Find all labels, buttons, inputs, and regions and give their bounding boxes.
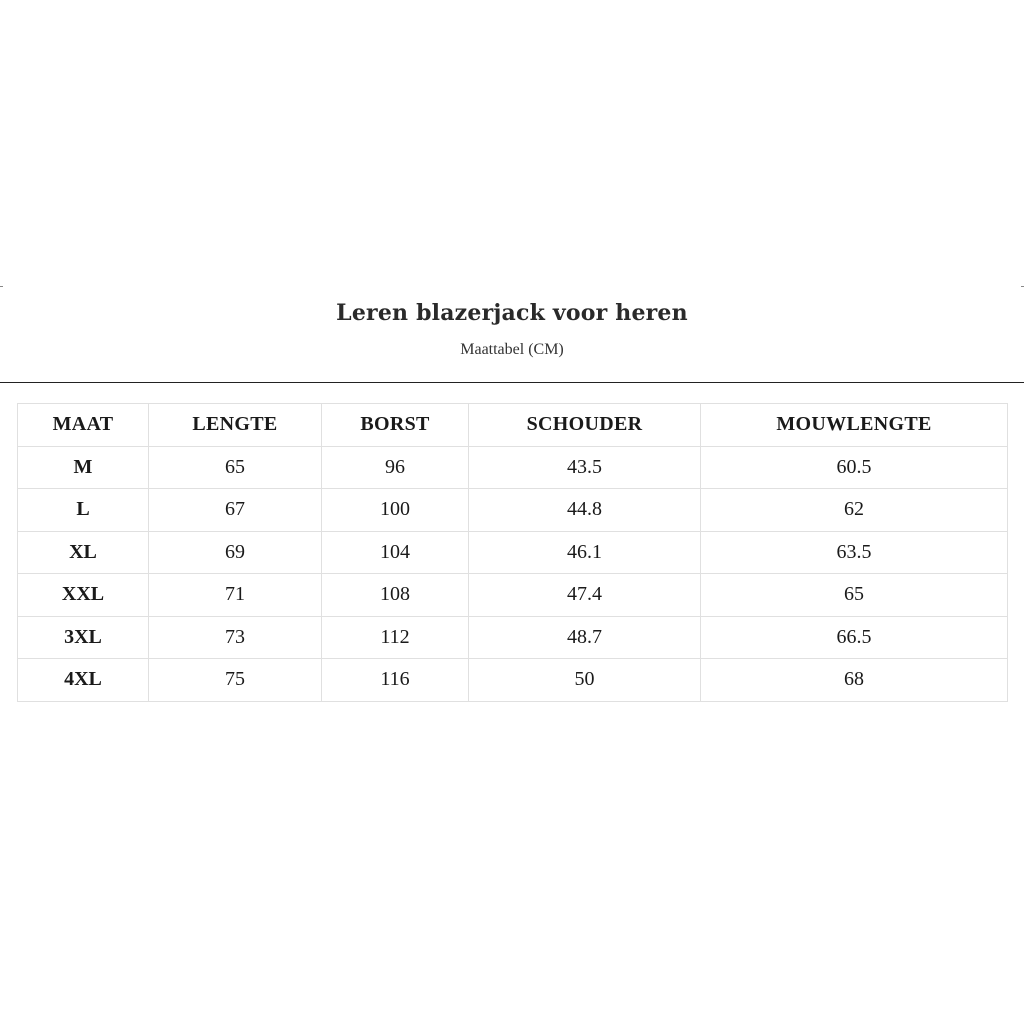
lengte-cell: 75 xyxy=(149,659,322,702)
borst-cell: 112 xyxy=(322,616,469,659)
mouwlengte-cell: 68 xyxy=(701,659,1008,702)
page-subtitle: Maattabel (CM) xyxy=(460,341,564,358)
header-maat: MAAT xyxy=(18,404,149,447)
mouwlengte-cell: 63.5 xyxy=(701,531,1008,574)
mouwlengte-cell: 60.5 xyxy=(701,446,1008,489)
schouder-cell: 47.4 xyxy=(469,574,701,617)
title-divider xyxy=(0,382,1024,383)
edge-mark-left xyxy=(0,286,3,287)
size-cell: 4XL xyxy=(18,659,149,702)
lengte-cell: 67 xyxy=(149,489,322,532)
size-cell: 3XL xyxy=(18,616,149,659)
mouwlengte-cell: 66.5 xyxy=(701,616,1008,659)
table-row xyxy=(18,574,1008,617)
size-cell: L xyxy=(18,489,149,532)
table-row xyxy=(18,616,1008,659)
header-mouwlengte: MOUWLENGTE xyxy=(701,404,1008,447)
borst-cell: 100 xyxy=(322,489,469,532)
borst-cell: 116 xyxy=(322,659,469,702)
schouder-cell: 50 xyxy=(469,659,701,702)
lengte-cell: 69 xyxy=(149,531,322,574)
table-row xyxy=(18,531,1008,574)
borst-cell: 96 xyxy=(322,446,469,489)
schouder-cell: 43.5 xyxy=(469,446,701,489)
size-cell: M xyxy=(18,446,149,489)
size-chart-table xyxy=(17,403,1008,702)
header-schouder: SCHOUDER xyxy=(469,404,701,447)
schouder-cell: 46.1 xyxy=(469,531,701,574)
lengte-cell: 65 xyxy=(149,446,322,489)
borst-cell: 104 xyxy=(322,531,469,574)
table-header-row xyxy=(18,404,1008,447)
schouder-cell: 44.8 xyxy=(469,489,701,532)
schouder-cell: 48.7 xyxy=(469,616,701,659)
table-row xyxy=(18,489,1008,532)
mouwlengte-cell: 62 xyxy=(701,489,1008,532)
lengte-cell: 71 xyxy=(149,574,322,617)
header-borst: BORST xyxy=(322,404,469,447)
page-title: Leren blazerjack voor heren xyxy=(336,300,688,326)
size-cell: XL xyxy=(18,531,149,574)
borst-cell: 108 xyxy=(322,574,469,617)
size-cell: XXL xyxy=(18,574,149,617)
table-row xyxy=(18,446,1008,489)
table-row xyxy=(18,659,1008,702)
mouwlengte-cell: 65 xyxy=(701,574,1008,617)
header-lengte: LENGTE xyxy=(149,404,322,447)
lengte-cell: 73 xyxy=(149,616,322,659)
